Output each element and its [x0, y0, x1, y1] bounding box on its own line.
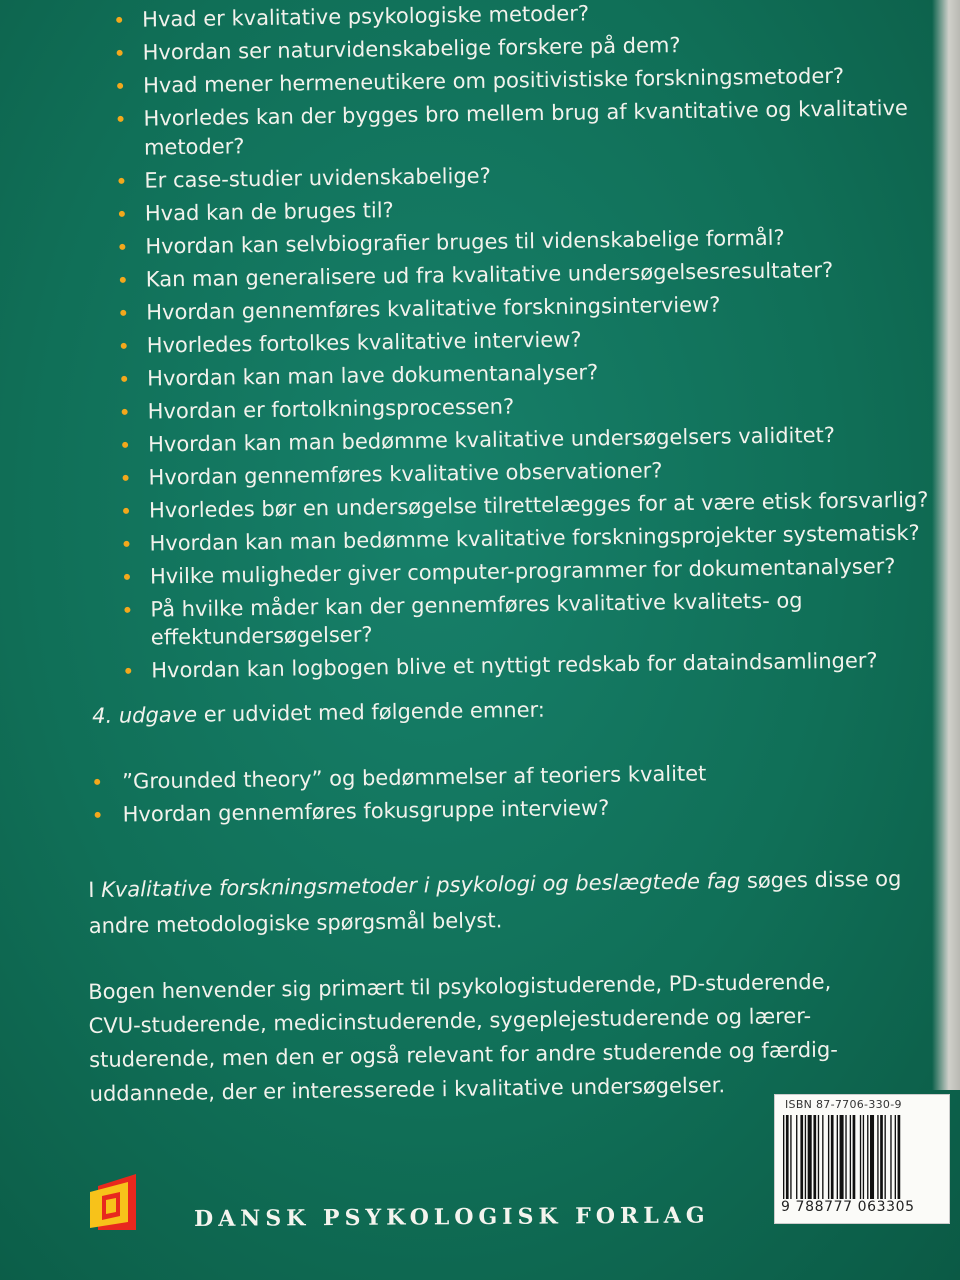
question-item: Hvordan kan selvbiografier bruges til videnskabelige formål?: [115, 221, 925, 261]
edition-note: [92, 698, 545, 728]
question-item: Hvordan kan man bedømme kvalitative forskningsprojekter systematisk?: [119, 518, 929, 558]
question-item: Hvorledes fortolkes kvalitative interview?: [117, 320, 927, 360]
question-item: Er case-studier uvidenskabelige?: [114, 155, 924, 195]
question-item: Hvordan kan man lave dokumentanalyser?: [117, 353, 927, 393]
publisher-name: DANSK PSYKOLOGISK FORLAG: [194, 1202, 710, 1232]
question-item: Hvordan gennemføres kvalitative forskningsinterview?: [116, 287, 926, 327]
question-item: Hvorledes bør en undersøgelse tilrettelægges for at være etisk forsvarlig?: [119, 485, 929, 525]
edition-label: 4. udgave: [92, 702, 198, 728]
question-item: Hvordan er fortolkningsprocessen?: [117, 386, 927, 426]
question-item: Hvordan kan man bedømme kvalitative undersøgelsers validitet?: [118, 419, 928, 459]
question-item: Hvorledes kan der bygges bro mellem brug af kvantitative og kvalitative metoder?: [113, 94, 924, 162]
barcode-bars: [783, 1115, 943, 1199]
new-topics-list: [90, 758, 791, 834]
new-topic-item: Hvordan gennemføres fokusgruppe interview?: [90, 791, 790, 830]
isbn-text: ISBN 87-7706-330-9: [785, 1098, 902, 1111]
question-item: Hvad kan de bruges til?: [115, 188, 925, 228]
question-item: Hvordan kan logbogen blive et nyttigt redskab for dataindsamlinger?: [121, 646, 931, 686]
description-paragraph: [88, 861, 909, 944]
paragraph-prefix: I: [88, 877, 102, 902]
question-item: Kan man generalisere ud fra kvalitative undersøgelsesresultater?: [116, 254, 926, 294]
question-item: Hvad mener hermeneutikere om positivistiske forskningsmetoder?: [113, 61, 923, 101]
barcode-label: [774, 1094, 950, 1224]
question-item: Hvilke muligheder giver computer-programmer for dokumentanalyser?: [120, 551, 930, 591]
question-item: Hvad er kvalitative psykologiske metoder?: [112, 0, 922, 34]
question-item: På hvilke måder kan der gennemføres kvalitative kvalitets- og effektundersøgelser?: [120, 584, 931, 652]
question-list: [112, 0, 931, 690]
question-item: Hvordan gennemføres kvalitative observationer?: [118, 452, 928, 492]
ean-number: 9 788777 063305: [781, 1199, 915, 1215]
paragraph-suffix: søges disse og andre metodologiske spørgsmål belyst.: [88, 866, 902, 938]
book-title: Kvalitative forskningsmetoder i psykologi og beslægtede fag: [100, 868, 741, 902]
edition-text: er udvidet med følgende emner:: [196, 697, 546, 727]
new-topic-item: ”Grounded theory” og bedømmelser af teoriers kvalitet: [90, 758, 790, 797]
publisher-logo-icon: [88, 1172, 146, 1232]
question-item: Hvordan ser naturvidenskabelige forskere på dem?: [112, 28, 922, 68]
audience-paragraph: Bogen henvender sig primært til psykologistuderende, PD-studerende, CVU-studerende, medicinstuderende, sygeplejestuderende og lærer-studerende, men den er også relevant for andre studerende og færdig-uddannede, der er interesserede i kvalitative undersøgelser.: [88, 969, 838, 1106]
